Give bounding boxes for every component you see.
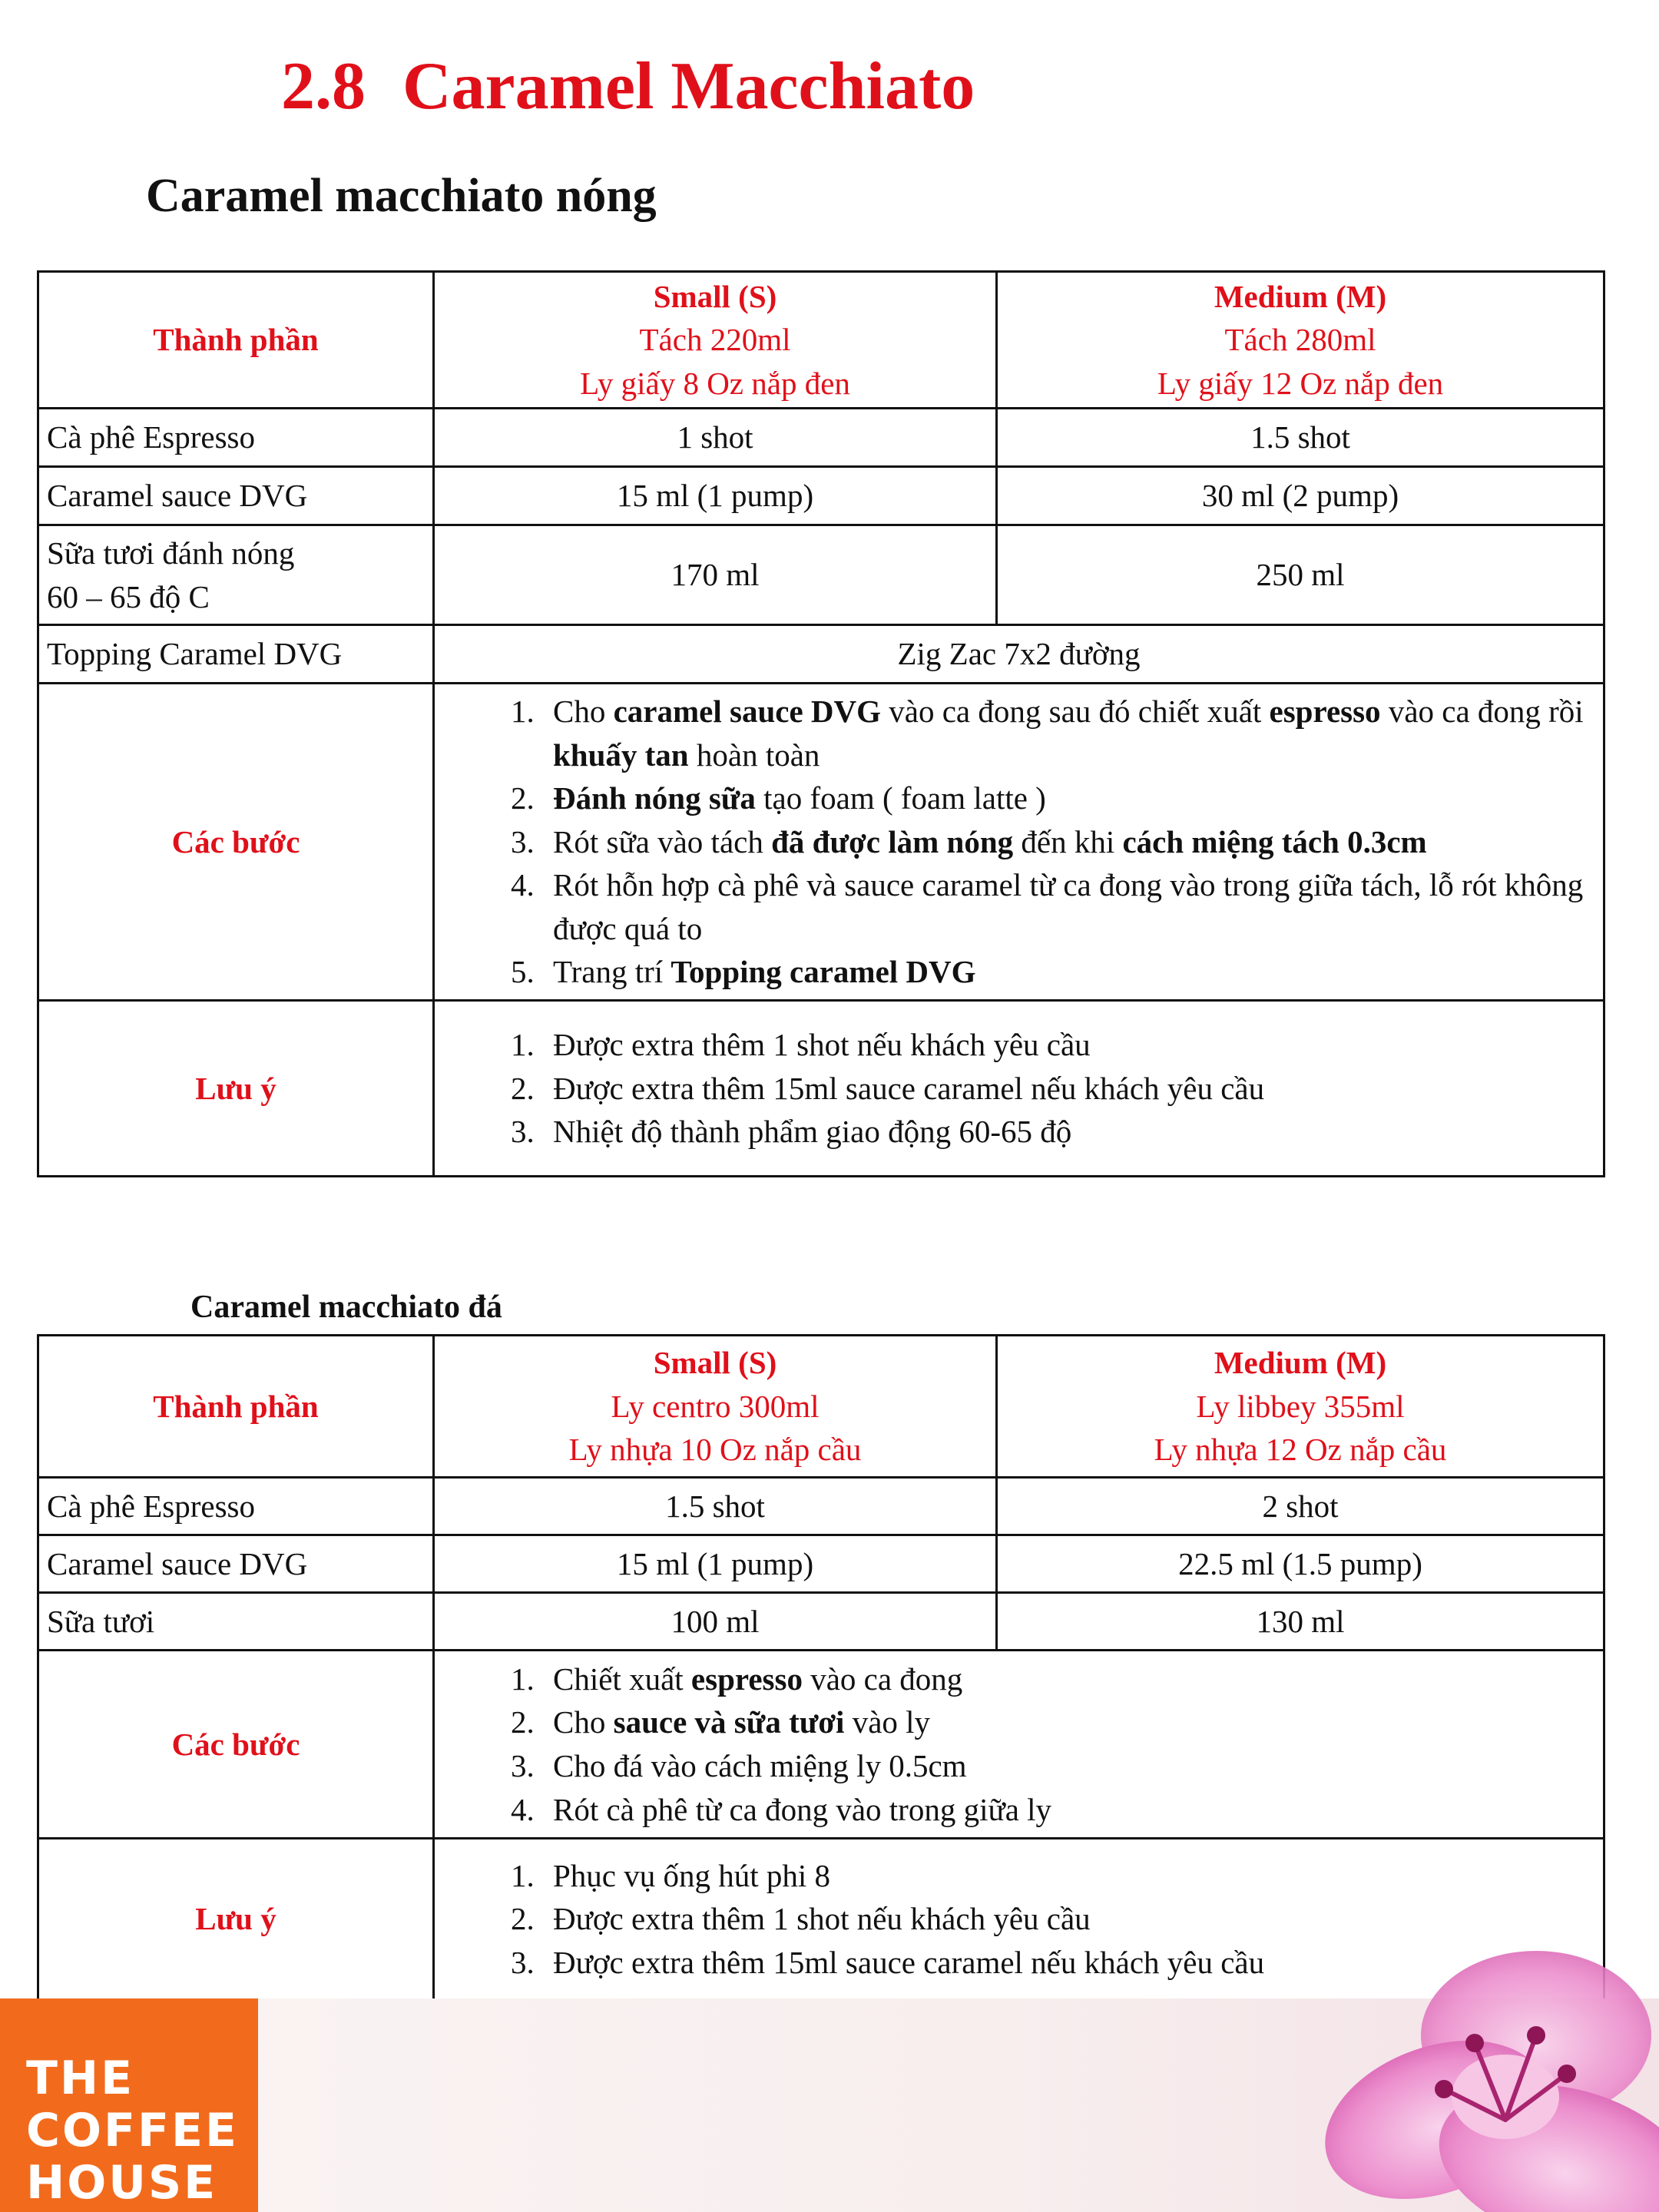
list-item: 4. Rót cà phê từ ca đong vào trong giữa ly	[542, 1788, 1595, 1832]
list-item: 1. Cho caramel sauce DVG vào ca đong sau đó chiết xuất espresso vào ca đong rồi khuấy tan hoàn toàn	[542, 690, 1595, 777]
notes-cell	[434, 1001, 1604, 1177]
table-row	[38, 525, 1604, 625]
small-value: 15 ml (1 pump)	[434, 1535, 997, 1593]
ingredient-name: Cà phê Espresso	[38, 1478, 434, 1535]
steps-row	[38, 1651, 1604, 1839]
ingredient-name: Topping Caramel DVG	[38, 625, 434, 684]
steps-cell	[434, 684, 1604, 1001]
list-item: 3. Được extra thêm 15ml sauce caramel nếu khách yêu cầu	[542, 1941, 1595, 1985]
notes-label: Lưu ý	[38, 1001, 434, 1177]
medium-value: 2 shot	[997, 1478, 1604, 1535]
small-value: 170 ml	[434, 525, 997, 625]
ingredient-name: Cà phê Espresso	[38, 409, 434, 467]
list-item: 1. Phục vụ ống hút phi 8	[542, 1854, 1595, 1898]
size-label: Small (S)	[653, 1345, 777, 1381]
steps-list	[442, 1657, 1595, 1831]
small-value: 1.5 shot	[434, 1478, 997, 1535]
small-size-header	[434, 272, 997, 409]
lid-label: Ly nhựa 12 Oz nắp cầu	[1154, 1432, 1447, 1468]
hot-recipe-table	[37, 270, 1605, 1177]
size-label: Small (S)	[653, 278, 777, 314]
lid-label: Ly giấy 8 Oz nắp đen	[580, 365, 850, 401]
medium-value: 22.5 ml (1.5 pump)	[997, 1535, 1604, 1593]
list-item: 1. Được extra thêm 1 shot nếu khách yêu cầu	[542, 1023, 1595, 1067]
small-value: 15 ml (1 pump)	[434, 467, 997, 525]
table-row	[38, 1593, 1604, 1651]
cup-label: Tách 220ml	[639, 322, 791, 358]
medium-size-header	[997, 272, 1604, 409]
list-item: 5. Trang trí Topping caramel DVG	[542, 950, 1595, 994]
ingredient-name: Caramel sauce DVG	[38, 467, 434, 525]
small-size-header	[434, 1336, 997, 1478]
table-row	[38, 409, 1604, 467]
lid-label: Ly nhựa 10 Oz nắp cầu	[568, 1432, 862, 1468]
notes-label: Lưu ý	[38, 1839, 434, 2000]
medium-value: 130 ml	[997, 1593, 1604, 1651]
flower-decoration-icon	[1075, 1920, 1659, 2212]
steps-label: Các bước	[38, 1651, 434, 1839]
steps-cell	[434, 1651, 1604, 1839]
ingredient-header: Thành phần	[38, 1336, 434, 1478]
table-row	[38, 625, 1604, 684]
table-row	[38, 1535, 1604, 1593]
ingredient-name	[38, 525, 434, 625]
section-number: 2.8	[281, 49, 366, 124]
ingredient-name-line: 60 – 65 độ C	[47, 578, 210, 614]
page-title	[281, 48, 975, 125]
ingredient-name: Sữa tươi	[38, 1593, 434, 1651]
lid-label: Ly giấy 12 Oz nắp đen	[1157, 365, 1444, 401]
topping-value: Zig Zac 7x2 đường	[434, 625, 1604, 684]
list-item: 3. Rót sữa vào tách đã được làm nóng đến khi cách miệng tách 0.3cm	[542, 820, 1595, 864]
cup-label: Ly libbey 355ml	[1196, 1388, 1405, 1424]
size-label: Medium (M)	[1214, 278, 1387, 314]
list-item: 3. Nhiệt độ thành phẩm giao động 60-65 độ	[542, 1110, 1595, 1154]
cup-label: Ly centro 300ml	[611, 1388, 820, 1424]
table-row	[38, 467, 1604, 525]
ingredient-name-line: Sữa tươi đánh nóng	[47, 535, 295, 571]
notes-list	[442, 1023, 1595, 1154]
list-item: 4. Rót hỗn hợp cà phê và sauce caramel từ ca đong vào trong giữa tách, lỗ rót không được quá to	[542, 863, 1595, 950]
medium-value: 250 ml	[997, 525, 1604, 625]
table-header-row	[38, 1336, 1604, 1478]
hot-section-heading: Caramel macchiato nóng	[146, 170, 657, 222]
size-label: Medium (M)	[1214, 1345, 1387, 1381]
notes-row	[38, 1001, 1604, 1177]
recipe-name: Caramel Macchiato	[402, 49, 975, 124]
steps-label: Các bước	[38, 684, 434, 1001]
list-item: 2. Được extra thêm 1 shot nếu khách yêu cầu	[542, 1897, 1595, 1941]
iced-recipe-table	[37, 1334, 1605, 2001]
table-header-row	[38, 272, 1604, 409]
brand-logo-text: THE COFFEE HOUSE	[26, 2051, 239, 2210]
ingredient-name: Caramel sauce DVG	[38, 1535, 434, 1593]
table-row	[38, 1478, 1604, 1535]
list-item: 2. Cho sauce và sữa tươi vào ly	[542, 1700, 1595, 1744]
ingredient-header: Thành phần	[38, 272, 434, 409]
list-item: 1. Chiết xuất espresso vào ca đong	[542, 1657, 1595, 1701]
list-item: 3. Cho đá vào cách miệng ly 0.5cm	[542, 1744, 1595, 1788]
medium-value: 1.5 shot	[997, 409, 1604, 467]
medium-value: 30 ml (2 pump)	[997, 467, 1604, 525]
cup-label: Tách 280ml	[1224, 322, 1376, 358]
list-item: 2. Được extra thêm 15ml sauce caramel nếu khách yêu cầu	[542, 1067, 1595, 1111]
steps-row	[38, 684, 1604, 1001]
small-value: 1 shot	[434, 409, 997, 467]
list-item: 2. Đánh nóng sữa tạo foam ( foam latte )	[542, 777, 1595, 820]
medium-size-header	[997, 1336, 1604, 1478]
steps-list	[442, 690, 1595, 994]
iced-section-heading: Caramel macchiato đá	[190, 1290, 502, 1325]
small-value: 100 ml	[434, 1593, 997, 1651]
